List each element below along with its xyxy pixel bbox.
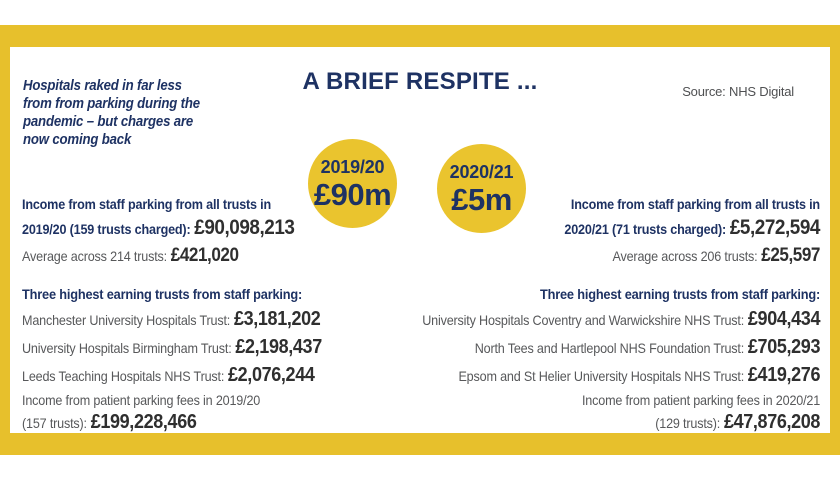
intro-line-4: now coming back xyxy=(23,131,132,148)
trust-amount: £904,434 xyxy=(747,308,820,330)
patient-trusts-label: (129 trusts): xyxy=(655,415,721,431)
income-heading-line1: Income from staff parking from all trusts in xyxy=(570,196,820,212)
source-credit: Source: NHS Digital xyxy=(682,84,794,99)
top-trusts-2019-20 xyxy=(22,286,322,436)
infographic-card xyxy=(10,47,830,433)
bubble-amount-label: £90m xyxy=(313,176,392,212)
income-summary-2020-21 xyxy=(564,194,820,269)
trust-name: University Hospitals Birmingham Trust: xyxy=(22,340,232,356)
income-total-value: £90,098,213 xyxy=(194,216,295,239)
income-total-line xyxy=(22,214,294,244)
patient-parking-line1: Income from patient parking fees in 2019/20 xyxy=(22,392,261,408)
patient-trusts-label: (157 trusts): xyxy=(22,415,87,431)
trust-name: North Tees and Hartlepool NHS Foundation Trust: xyxy=(474,340,744,356)
page-title: A BRIEF RESPITE ... xyxy=(302,68,538,95)
top-trusts-2020-21 xyxy=(422,286,820,436)
trust-amount: £419,276 xyxy=(747,364,820,386)
income-total-line xyxy=(564,214,820,244)
patient-parking-value: £47,876,208 xyxy=(723,411,820,433)
bubble-year-label: 2019/20 xyxy=(320,156,385,177)
patient-parking-value: £199,228,466 xyxy=(90,411,197,433)
trust-amount: £3,181,202 xyxy=(233,308,321,330)
trust-row xyxy=(22,362,322,390)
bubble-amount-label: £5m xyxy=(451,181,512,217)
trust-row xyxy=(422,306,820,334)
top-trusts-heading: Three highest earning trusts from staff parking: xyxy=(539,287,820,303)
bubble-year-label: 2020/21 xyxy=(449,161,514,182)
average-value: £25,597 xyxy=(761,245,820,266)
patient-parking-line2 xyxy=(422,410,820,436)
intro-line-2: from from parking during the xyxy=(23,95,200,112)
intro-line-1: Hospitals raked in far less xyxy=(23,77,182,94)
patient-parking-line2 xyxy=(22,410,322,436)
bubble-2019-20 xyxy=(308,139,397,228)
income-total-value: £5,272,594 xyxy=(729,216,820,239)
average-line xyxy=(564,244,820,269)
trust-row xyxy=(422,362,820,390)
trust-row xyxy=(22,334,322,362)
patient-parking-line1: Income from patient parking fees in 2020/21 xyxy=(581,392,820,408)
average-label: Average across 206 trusts: xyxy=(612,248,758,264)
bubble-2020-21 xyxy=(437,144,526,233)
average-line xyxy=(22,244,294,269)
income-heading-line2: 2019/20 (159 trusts charged): xyxy=(22,221,191,237)
trust-name: Manchester University Hospitals Trust: xyxy=(22,312,231,328)
trust-name: Leeds Teaching Hospitals NHS Trust: xyxy=(22,368,225,384)
trust-amount: £2,076,244 xyxy=(228,364,315,386)
income-summary-2019-20 xyxy=(22,194,294,269)
trust-name: Epsom and St Helier University Hospitals NHS Trust: xyxy=(458,368,744,384)
trust-amount: £2,198,437 xyxy=(235,336,322,358)
average-value: £421,020 xyxy=(170,245,239,266)
income-heading-line1: Income from staff parking from all trusts in xyxy=(22,196,272,212)
intro-line-3: pandemic – but charges are xyxy=(23,113,194,130)
trust-name: University Hospitals Coventry and Warwickshire NHS Trust: xyxy=(422,312,744,328)
trust-amount: £705,293 xyxy=(747,336,820,358)
average-label: Average across 214 trusts: xyxy=(22,248,167,264)
trust-row xyxy=(422,334,820,362)
trust-row xyxy=(22,306,322,334)
income-heading-line2: 2020/21 (71 trusts charged): xyxy=(564,221,727,237)
top-trusts-heading: Three highest earning trusts from staff parking: xyxy=(22,287,303,303)
